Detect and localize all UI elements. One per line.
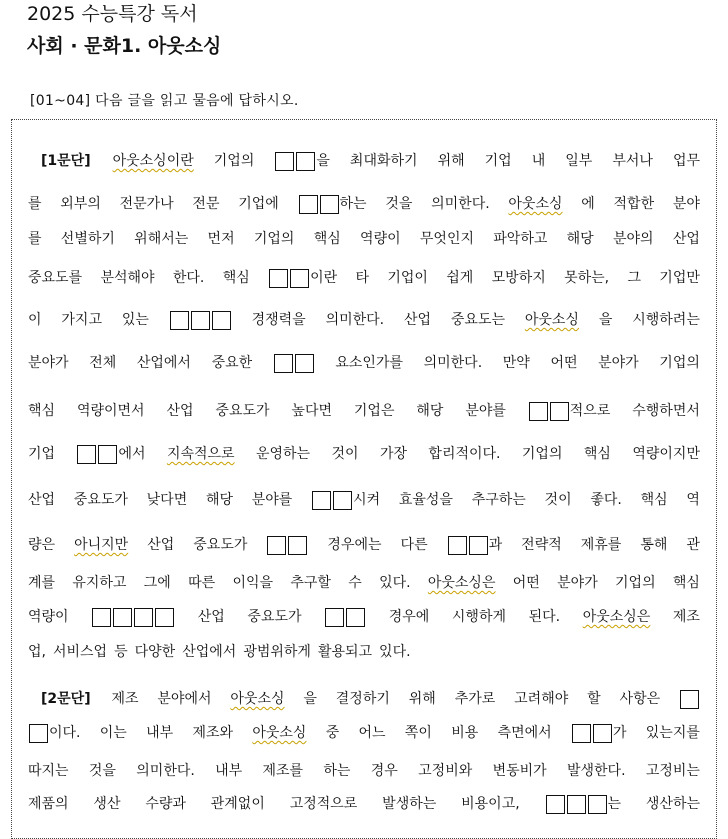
passage-word: 내부 (215, 763, 243, 779)
passage-word: 기업 (28, 446, 56, 462)
passage-word: 중요도가 (215, 403, 270, 419)
passage-word: 쪽이 (404, 725, 432, 741)
passage-word: 만약 (502, 355, 530, 371)
passage-word: 핵심 (28, 403, 56, 419)
passage-word: 비용 (451, 725, 479, 741)
passage-word: 아웃소싱은 (427, 575, 496, 591)
passage-word: 의미한다. (423, 355, 483, 371)
passage-word: 다른 (400, 537, 428, 553)
passage-word (324, 608, 366, 627)
passage-word: 된다. (528, 609, 561, 625)
passage-word: 핵심 (313, 231, 341, 247)
passage-word: 역 (686, 492, 700, 508)
passage-word: 핵심 (640, 492, 668, 508)
passage-word: 어떤 (512, 575, 540, 591)
blank-box (212, 311, 231, 330)
passage-word: 에서 (76, 439, 145, 469)
passage-word: 그 (627, 270, 641, 286)
passage-word: 내부 (146, 725, 174, 741)
passage-word: 경쟁력을 (251, 312, 306, 328)
passage-word: 분야가 (598, 355, 639, 371)
passage-word: 역량이지만 (632, 446, 700, 462)
passage-line (28, 224, 700, 254)
passage-word: 그에 (143, 575, 171, 591)
passage-word: 에 (581, 196, 595, 212)
passage-word: 의미한다. (431, 196, 490, 212)
passage-word: 계를 (28, 575, 56, 591)
passage-word: 산업 (197, 609, 225, 625)
passage-word: 분석해야 (100, 270, 155, 286)
passage-word: 적합한 (613, 196, 655, 212)
passage-word: 하는 (298, 189, 367, 219)
passage-word: 의미한다. (325, 312, 385, 328)
passage-line (28, 602, 700, 632)
passage-word: 수행하면서 (632, 403, 700, 419)
passage-word: 것을 (88, 763, 116, 779)
passage-word: 분야 (672, 196, 700, 212)
passage-word: 것을 (385, 196, 413, 212)
passage-word: 업무 (672, 153, 700, 169)
blank-box (546, 795, 565, 814)
passage-word: 역량이면서 (76, 403, 145, 419)
passage-word: 수량과 (145, 796, 186, 812)
passage-word (266, 536, 308, 555)
passage-word: 좋다. (590, 492, 622, 508)
blank-box (312, 491, 331, 510)
passage-word: 선별하기 (60, 231, 115, 247)
blank-box (275, 152, 294, 171)
passage-word: 시행하려는 (632, 312, 700, 328)
passage-word: 관 (686, 537, 700, 553)
passage-word: 분야를 (251, 492, 293, 508)
passage-word: 기업이 (387, 270, 428, 286)
passage-word: 핵심 (222, 270, 250, 286)
passage-word: 해당 (416, 403, 444, 419)
passage-word: 변동비가 (492, 763, 547, 779)
blank-box (346, 608, 365, 627)
passage-word: 산업에서 (136, 355, 191, 371)
passage-line (28, 485, 700, 515)
passage-word: 분야가 (557, 575, 598, 591)
passage-word: 먼저 (207, 231, 235, 247)
passage-word: 아웃소싱이란 (112, 153, 194, 169)
passage-word: 적으로 (528, 396, 611, 426)
passage-word: 발생한다. (566, 763, 626, 779)
passage-word: 합리적이다. (428, 446, 501, 462)
passage-line (28, 348, 700, 378)
passage-word: 전체 (89, 355, 117, 371)
paragraph-label: [2문단] (41, 691, 91, 707)
passage-word: 전문가나 (119, 196, 174, 212)
passage-word: 기업의 (615, 575, 656, 591)
passage-word: 기업의 (253, 231, 295, 247)
passage-word: 분야가 (28, 355, 69, 371)
passage-word (273, 354, 315, 373)
passage-word: 중요도는 (450, 312, 506, 328)
passage-word: 산업 (28, 492, 56, 508)
passage-word: 전략적 (521, 537, 562, 553)
passage-word: 제조 (111, 691, 139, 707)
passage-word: 아웃소싱 (524, 312, 579, 328)
passage-word: 활용되고 (317, 644, 373, 660)
blank-box (29, 724, 48, 743)
passage-word: 아웃소싱 (508, 196, 563, 212)
passage-line (28, 568, 700, 598)
passage-word: 따른 (188, 575, 216, 591)
blank-box (295, 354, 314, 373)
passage-word: 기업에 (238, 196, 279, 212)
passage-word: 것이 (331, 446, 359, 462)
blank-box (296, 152, 315, 171)
passage-word: 위해서는 (134, 231, 189, 247)
passage-word: 을 (598, 312, 613, 328)
passage-word: 량은 (28, 537, 56, 553)
passage-line (28, 396, 700, 426)
blank-box (77, 445, 96, 464)
passage-word: 결정하기 (335, 691, 390, 707)
passage-word: 부서나 (612, 153, 653, 169)
blank-box (299, 195, 318, 214)
passage-word: 아니지만 (74, 537, 129, 553)
passage-word: 해당 (205, 492, 234, 508)
passage-word: 아웃소싱 (230, 691, 285, 707)
passage-word: 기업 (484, 153, 512, 169)
passage-word: 을 (303, 691, 317, 707)
passage-word: 시켜 (311, 485, 380, 515)
passage-word: 요소인가를 (335, 355, 403, 371)
passage-word: 고정비는 (645, 763, 700, 779)
passage-word: 높다면 (291, 403, 332, 419)
passage-word: 다양한 (134, 644, 176, 660)
passage-word: 기업의 (521, 446, 563, 462)
passage-word: 등 (114, 644, 128, 660)
passage-word: 할 (587, 691, 601, 707)
question-instruction: [01~04] 다음 글을 읽고 물음에 답하시오. (30, 93, 299, 109)
passage-word: 제조 (672, 609, 700, 625)
blank-box (134, 608, 153, 627)
passage-word: 시행하게 (451, 609, 506, 625)
passage-word: 광범위하게 (243, 644, 311, 660)
blank-box (333, 491, 352, 510)
passage-word: 지속적으로 (166, 446, 235, 462)
passage-word: 아웃소싱은 (582, 609, 651, 625)
blank-box (288, 536, 307, 555)
passage-word: 어느 (358, 725, 386, 741)
passage-word (679, 690, 700, 709)
passage-word: 못하는, (564, 270, 610, 286)
passage-word: 생산 (93, 796, 121, 812)
blank-box (274, 354, 293, 373)
passage-word: 위해 (437, 153, 465, 169)
passage-word: 경우에는 (327, 537, 382, 553)
blank-box (290, 269, 309, 288)
passage-line (41, 146, 700, 176)
blank-box (191, 311, 210, 330)
blank-box (325, 608, 344, 627)
passage-word: 전문 (192, 196, 220, 212)
passage-word: 있다. (379, 575, 411, 591)
passage-word: 제휴를 (580, 537, 622, 553)
section-title: 사회 · 문화1. 아웃소싱 (27, 35, 222, 57)
passage-word: 최대화하기 (349, 153, 418, 169)
passage-word: 내 (531, 153, 546, 169)
passage-word: 사항은 (619, 691, 661, 707)
blank-box (98, 445, 117, 464)
passage-word: 이란 (268, 263, 337, 293)
passage-word: 통해 (640, 537, 668, 553)
passage-line (41, 684, 700, 714)
passage-word: 발생하는 (382, 796, 437, 812)
blank-box (550, 402, 569, 421)
blank-box (529, 402, 548, 421)
passage-word: 핵심 (672, 575, 700, 591)
passage-line (28, 718, 700, 748)
passage-line (28, 305, 700, 335)
passage-word: 파악하고 (493, 231, 548, 247)
passage-word: 를 (28, 196, 42, 212)
book-title: 2025 수능특강 독서 (27, 3, 198, 25)
blank-box (448, 536, 467, 555)
blank-box (469, 536, 488, 555)
passage-word: 의미한다. (136, 763, 195, 779)
passage-word: 따지는 (28, 763, 69, 779)
passage-word: 이다. (28, 718, 81, 748)
passage-word: 산업에서 (182, 644, 237, 660)
passage-word: 중요도가 (247, 609, 302, 625)
passage-word: 는 (545, 789, 622, 819)
passage-word: 생산하는 (645, 796, 700, 812)
passage-line (28, 439, 700, 469)
passage-word: 기업만 (659, 270, 700, 286)
passage-word: 아웃소싱 (252, 725, 307, 741)
passage-word: 중 (325, 725, 340, 741)
passage-word: 일부 (565, 153, 593, 169)
passage-word: 과 (447, 530, 503, 560)
passage-word: 가장 (379, 446, 408, 462)
passage-word: 중요도가 (193, 537, 248, 553)
passage-word: 가지고 (61, 312, 102, 328)
passage-word: 이 (28, 312, 42, 328)
passage-word: 산업 (166, 403, 194, 419)
blank-box (680, 690, 699, 709)
passage-word: 한다. (172, 270, 205, 286)
passage-word: 핵심 (583, 446, 611, 462)
passage-word: 업, (28, 644, 46, 660)
passage-word: 기업의 (659, 355, 700, 371)
passage-word: 있다. (379, 644, 411, 660)
passage-word: 역량이 (360, 231, 401, 247)
blank-box (572, 724, 591, 743)
passage-word: 추구하는 (471, 492, 526, 508)
passage-word: 무엇인지 (419, 231, 474, 247)
passage-word: 추가로 (454, 691, 496, 707)
passage-word: 기업은 (353, 403, 395, 419)
passage-word: 제조와 (192, 725, 234, 741)
blank-box (593, 724, 612, 743)
passage-word: 낮다면 (146, 492, 188, 508)
passage-word: 기업의 (213, 153, 255, 169)
passage-word: 유지하고 (72, 575, 127, 591)
passage-word: 있는 (121, 312, 149, 328)
passage-word: 제품의 (28, 796, 69, 812)
passage-line (28, 263, 700, 293)
passage-word: 것이 (544, 492, 572, 508)
passage-word: 외부의 (60, 196, 101, 212)
blank-box (320, 195, 339, 214)
passage-word: 고정적으로 (289, 796, 358, 812)
passage-line (28, 756, 700, 786)
passage-word: 있는지를 (645, 725, 700, 741)
passage-word (91, 608, 175, 627)
passage-word: 가 (571, 718, 627, 748)
passage-word: 하는 (323, 763, 351, 779)
blank-box (92, 608, 111, 627)
passage-word: 산업 (147, 537, 175, 553)
passage-word: 분야의 (612, 231, 654, 247)
passage-word: 중요도가 (73, 492, 128, 508)
blank-box (269, 269, 288, 288)
passage-word (169, 311, 232, 330)
passage-word: 산업 (672, 231, 700, 247)
passage-word: 제조를 (262, 763, 304, 779)
passage-word: 효율성을 (398, 492, 453, 508)
passage-word: 이는 (99, 725, 127, 741)
passage-word: 운영하는 (255, 446, 311, 462)
passage-word: 위해 (408, 691, 436, 707)
passage-line (28, 189, 700, 219)
passage-word: 타 (355, 270, 370, 286)
passage-word: 경우에 (388, 609, 430, 625)
passage-word: 수 (348, 575, 362, 591)
blank-box (588, 795, 607, 814)
passage-word: 고정비와 (418, 763, 473, 779)
passage-word: 분야를 (465, 403, 506, 419)
passage-line (28, 789, 700, 819)
passage-word: 모방하지 (491, 270, 546, 286)
passage-line (28, 530, 700, 560)
passage-word: 역량이 (28, 609, 69, 625)
paragraph-label: [1문단] (41, 153, 91, 169)
passage-word: 추구할 (290, 575, 331, 591)
blank-box (155, 608, 174, 627)
blank-box (267, 536, 286, 555)
passage-word: 분야에서 (157, 691, 212, 707)
passage-word: 관계없이 (210, 796, 265, 812)
passage-word: 경우 (370, 763, 398, 779)
passage-word: 어떤 (550, 355, 578, 371)
passage-word: 고려해야 (514, 691, 569, 707)
passage-word: 중요한 (211, 355, 253, 371)
blank-box (170, 311, 189, 330)
passage-word: 서비스업 (52, 644, 108, 660)
passage-word: 해당 (566, 231, 594, 247)
passage-word: 중요도를 (28, 270, 83, 286)
passage-word: 을 (274, 146, 330, 176)
passage-word: 쉽게 (446, 270, 474, 286)
blank-box (567, 795, 586, 814)
passage-word: 산업 (403, 312, 432, 328)
passage-line (28, 637, 700, 667)
passage-word: 비용이고, (461, 796, 520, 812)
passage-word: 측면에서 (497, 725, 552, 741)
passage-word: 를 (28, 231, 42, 247)
passage-word: 이익을 (232, 575, 274, 591)
blank-box (113, 608, 132, 627)
